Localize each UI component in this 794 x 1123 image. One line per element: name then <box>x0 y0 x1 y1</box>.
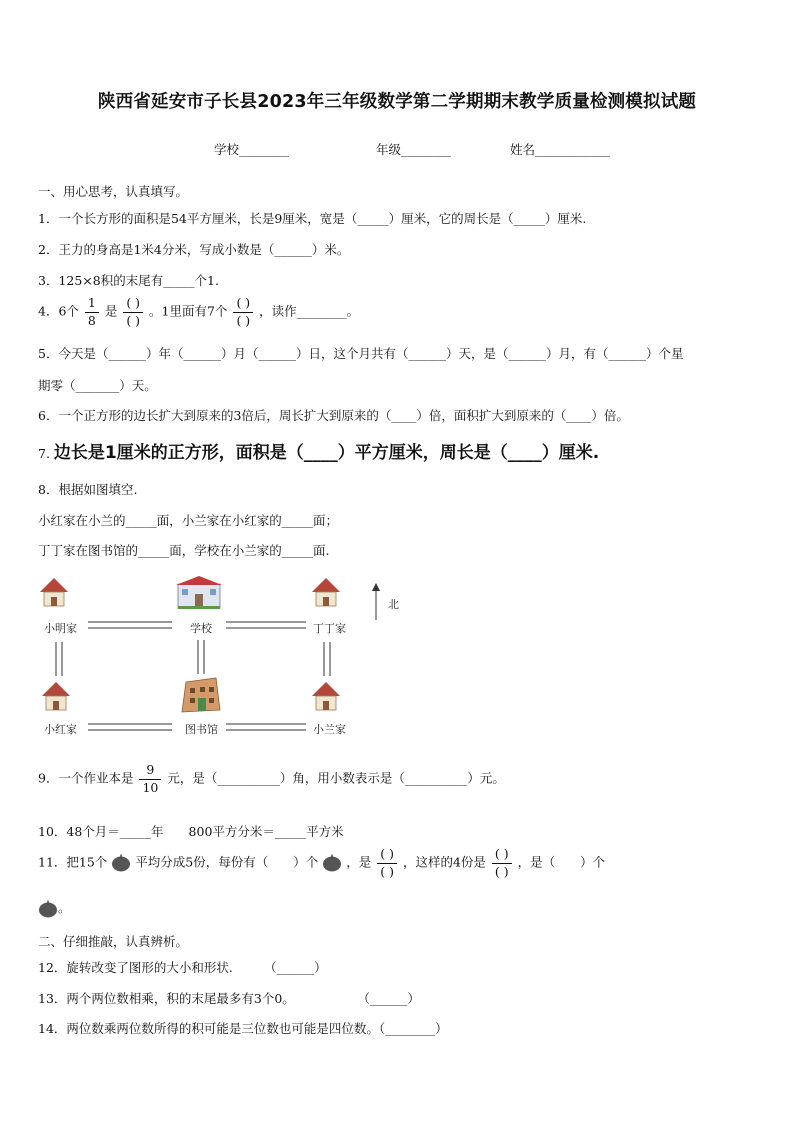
question-10: 10．48个月＝_____年 800平方分米＝_____平方米 <box>38 824 344 839</box>
question-8-line-2: 丁丁家在图书馆的_____面，学校在小兰家的_____面. <box>38 543 330 558</box>
north-label: 北 <box>388 598 399 611</box>
section-heading-1: 一、用心思考，认真填写。 <box>38 184 189 199</box>
name-field[interactable]: 姓名____________ <box>510 142 611 157</box>
map-label-dingding: 丁丁家 <box>313 622 346 635</box>
map-label-xiaolan: 小兰家 <box>313 723 346 736</box>
apple-icon <box>322 854 342 872</box>
q4-text-d: ，读作________。 <box>259 303 360 319</box>
grade-field[interactable]: 年级________ <box>376 142 452 157</box>
q9-text-b: 元，是（__________）角，用小数表示是（__________）元。 <box>167 770 505 786</box>
section-heading-2: 二、仔细推敲，认真辨析。 <box>38 934 189 949</box>
fraction-one-eighth: $\frac{1}{8}$ <box>85 297 99 327</box>
question-8-line-1: 小红家在小兰的_____面，小兰家在小红家的_____面； <box>38 513 339 528</box>
q11-text-a: 11．把15个 <box>38 854 108 870</box>
q4-text-b: 是 <box>104 303 118 319</box>
q7-text: 边长是1厘米的正方形，面积是（____）平方厘米，周长是（____）厘米. <box>53 443 600 463</box>
fraction-nine-tenths: $\frac{9}{10}$ <box>139 764 161 794</box>
house-icon-xiaoming <box>40 578 68 606</box>
fraction-blank-2[interactable]: $\frac{( )}{( )}$ <box>233 297 253 327</box>
question-9 <box>38 764 758 794</box>
house-icon-xiaohong <box>42 682 70 710</box>
q4-text-c: 。1里面有7个 <box>149 303 228 319</box>
apple-icon <box>38 900 58 918</box>
question-3: 3．125×8积的末尾有_____个1. <box>38 273 219 288</box>
question-13: 13．两个两位数相乘，积的末尾最多有3个0。 （______） <box>38 991 420 1006</box>
map-label-school: 学校 <box>190 622 212 635</box>
question-14: 14．两位数乘两位数所得的积可能是三位数也可能是四位数。（________） <box>38 1021 448 1036</box>
library-icon <box>182 678 220 712</box>
school-field[interactable]: 学校________ <box>214 142 290 157</box>
school-icon <box>176 576 222 609</box>
map-label-library: 图书馆 <box>185 723 218 736</box>
question-5-line-2: 期零（_______）天。 <box>38 378 157 393</box>
house-icon-xiaolan <box>312 682 340 710</box>
question-4 <box>38 297 758 327</box>
question-2: 2．王力的身高是1米4分米，写成小数是（______）米。 <box>38 242 350 257</box>
q11-text-e: ，是（ ）个 <box>517 854 606 870</box>
question-6: 6．一个正方形的边长扩大到原来的3倍后，周长扩大到原来的（____）倍，面积扩大到原来的（____）倍。 <box>38 408 629 423</box>
question-8: 8．根据如图填空. <box>38 482 138 497</box>
apple-icon <box>111 854 131 872</box>
direction-map <box>30 572 420 742</box>
map-label-xiaoming: 小明家 <box>44 622 77 635</box>
map-label-xiaohong: 小红家 <box>44 723 77 736</box>
house-icon-dingding <box>312 578 340 606</box>
fraction-blank-4[interactable]: $\frac{( )}{( )}$ <box>492 848 512 878</box>
question-1: 1．一个长方形的面积是54平方厘米，长是9厘米，宽是（_____）厘米，它的周长是（_____）厘米. <box>38 211 587 226</box>
question-12: 12．旋转改变了图形的大小和形状. （______） <box>38 960 327 975</box>
q4-text-a: 4．6个 <box>38 303 79 319</box>
q11-text-c: ，是 <box>346 854 372 870</box>
question-11-line-2: 。 <box>38 898 758 918</box>
q11-text-d: ，这样的4份是 <box>402 854 486 870</box>
road-lines <box>56 622 330 730</box>
q9-text-a: 9．一个作业本是 <box>38 770 134 786</box>
fraction-blank-1[interactable]: $\frac{( )}{( )}$ <box>123 297 143 327</box>
q11-text-b: 平均分成5份，每份有（ ）个 <box>135 854 319 870</box>
question-11 <box>38 848 758 878</box>
question-7 <box>38 438 758 463</box>
north-arrow-icon <box>372 583 380 620</box>
question-5-line-1: 5．今天是（______）年（______）月（______）日，这个月共有（______）天，是（______）月，有（______）个星 <box>38 346 684 361</box>
page-title: 陕西省延安市子长县2023年三年级数学第二学期期末教学质量检测模拟试题 <box>97 92 697 112</box>
fraction-blank-3[interactable]: $\frac{( )}{( )}$ <box>377 848 397 878</box>
q7-number: 7. <box>38 446 50 461</box>
